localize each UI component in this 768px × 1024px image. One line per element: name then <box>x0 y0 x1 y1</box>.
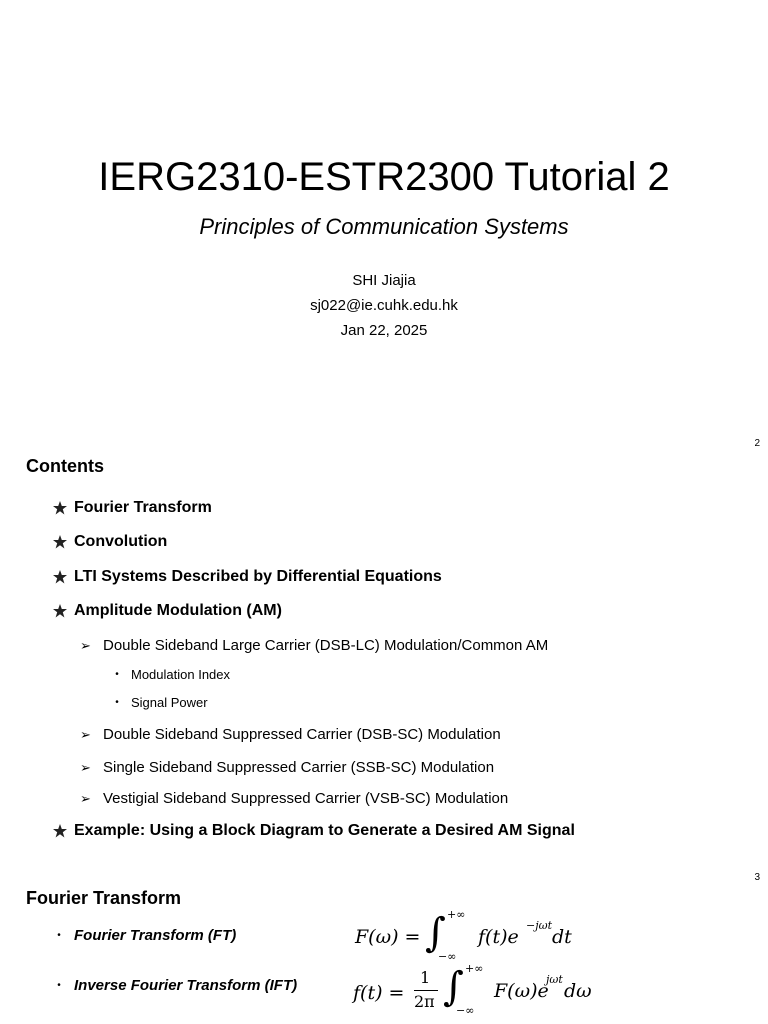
contents-item <box>52 499 212 517</box>
slide-title: IERG2310-ESTR2300 Tutorial 2 <box>98 155 670 199</box>
eq-upper-limit: +∞ <box>447 908 466 921</box>
arrow-bullet-icon: ➢ <box>80 637 91 653</box>
integral-icon: ∫ <box>443 964 464 1010</box>
fourier-transform-slide <box>0 864 768 1024</box>
presentation-date: Jan 22, 2025 <box>340 322 428 339</box>
contents-subitem-label: Double Sideband Suppressed Carrier (DSB-SC) Modulation <box>103 726 501 743</box>
contents-item-label: Example: Using a Block Diagram to Generate a Desired AM Signal <box>74 822 575 839</box>
arrow-bullet-icon: ➢ <box>80 726 91 742</box>
eq-frac-numerator: 1 <box>420 968 431 987</box>
contents-point-label: Signal Power <box>131 695 208 710</box>
contents-item <box>52 533 167 551</box>
author-block <box>0 268 768 343</box>
title-slide <box>0 0 768 432</box>
contents-subitem-label: Double Sideband Large Carrier (DSB-LC) Modulation/Common AM <box>103 637 549 654</box>
contents-item-label: Fourier Transform <box>74 499 212 516</box>
ift-label: Inverse Fourier Transform (IFT) <box>74 977 298 994</box>
contents-item-label: LTI Systems Described by Differential Equations <box>74 568 442 585</box>
integral-icon: ∫ <box>425 910 446 956</box>
arrow-bullet-icon: ➢ <box>80 790 91 806</box>
section-heading: Fourier Transform <box>26 888 182 908</box>
star-icon <box>52 534 68 550</box>
eq-upper-limit: +∞ <box>465 962 484 975</box>
contents-heading: Contents <box>26 456 104 476</box>
bullet-icon: • <box>115 697 119 708</box>
contents-subitem <box>80 637 548 654</box>
page-number: 3 <box>754 872 760 883</box>
eq-lhs: F(ω) = <box>355 926 421 948</box>
contents-subitem <box>80 790 508 807</box>
eq-lhs: f(t) = <box>353 982 405 1004</box>
bullet-icon: • <box>115 669 119 680</box>
eq-integrand: F(ω)e <box>494 980 549 1002</box>
contents-item <box>52 602 282 620</box>
eq-lower-limit: −∞ <box>438 950 457 963</box>
contents-slide <box>0 432 768 864</box>
contents-point-label: Modulation Index <box>131 667 231 682</box>
eq-exponent: −jωt <box>526 919 553 932</box>
eq-differential: dω <box>564 980 592 1002</box>
ift-definition <box>52 977 297 994</box>
ft-label: Fourier Transform (FT) <box>74 927 237 944</box>
bullet-icon: • <box>57 930 61 941</box>
contents-subitem <box>80 759 494 776</box>
star-icon <box>52 603 68 619</box>
slide-subtitle: Principles of Communication Systems <box>199 214 569 239</box>
contents-point <box>110 667 230 682</box>
author-name: SHI Jiajia <box>352 272 416 289</box>
contents-subitem-label: Vestigial Sideband Suppressed Carrier (VSB-SC) Modulation <box>103 790 509 807</box>
eq-integrand: f(t)e <box>478 926 519 948</box>
star-icon <box>52 500 68 516</box>
contents-item-label: Convolution <box>74 533 168 550</box>
contents-item <box>52 568 442 586</box>
star-icon <box>52 823 68 839</box>
page-number: 2 <box>754 438 760 449</box>
contents-subitem <box>80 726 501 743</box>
author-email: sj022@ie.cuhk.edu.hk <box>310 297 458 314</box>
eq-exponent: jωt <box>546 973 563 986</box>
bullet-icon: • <box>57 980 61 991</box>
contents-item <box>52 822 575 840</box>
eq-lower-limit: −∞ <box>456 1004 475 1017</box>
star-icon <box>52 569 68 585</box>
arrow-bullet-icon: ➢ <box>80 759 91 775</box>
contents-subitem-label: Single Sideband Suppressed Carrier (SSB-SC) Modulation <box>103 759 495 776</box>
ft-definition <box>52 927 236 944</box>
contents-item-label: Amplitude Modulation (AM) <box>74 602 282 619</box>
eq-frac-denominator: 2π <box>414 992 435 1011</box>
fraction-bar <box>414 990 438 991</box>
contents-point <box>110 695 208 710</box>
eq-differential: dt <box>552 926 572 948</box>
